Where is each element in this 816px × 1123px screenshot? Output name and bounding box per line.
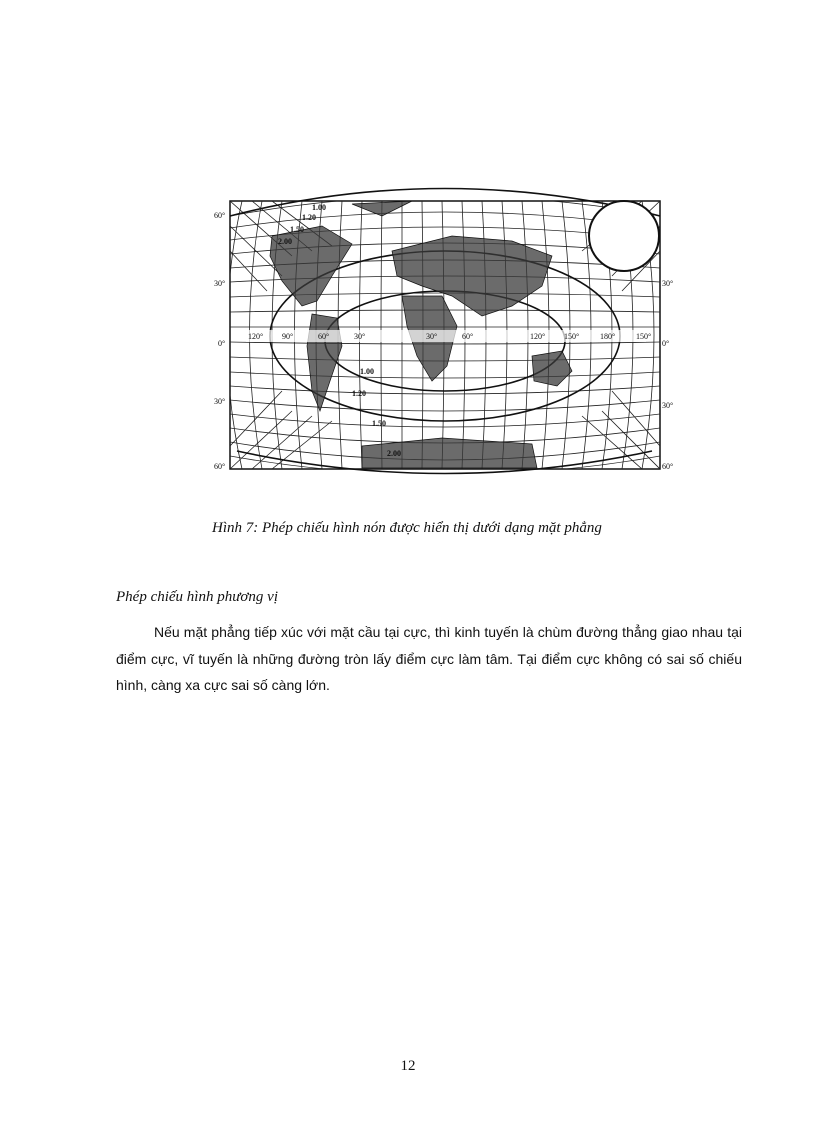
lat-label-right: 0° [662, 339, 670, 348]
lat-label-right: 60° [662, 462, 674, 471]
lat-label-left: 30° [214, 397, 226, 406]
lat-label-right: 30° [662, 279, 674, 288]
distortion-label: 2.00 [387, 449, 401, 458]
lat-label-left: 30° [214, 279, 226, 288]
lat-label-right: 30° [662, 401, 674, 410]
distortion-label: 1.20 [352, 389, 366, 398]
lon-label: 30° [354, 332, 366, 341]
lon-label: 60° [462, 332, 474, 341]
distortion-label: 1.20 [302, 213, 316, 222]
lat-label-left: 60° [214, 211, 226, 220]
lon-label: 180° [600, 332, 616, 341]
page-number: 12 [400, 1058, 416, 1074]
lat-label-left: 0° [218, 339, 226, 348]
pole-circle [589, 201, 659, 271]
lon-label: 150° [636, 332, 652, 341]
map-figure [212, 196, 672, 476]
distortion-label: 1.00 [360, 367, 374, 376]
section-heading: Phép chiếu hình phương vị [116, 589, 278, 605]
distortion-label: 1.00 [312, 203, 326, 212]
lon-label: 60° [318, 332, 330, 341]
distortion-label: 2.00 [278, 237, 292, 246]
body-paragraph [116, 619, 742, 699]
lon-label: 120° [248, 332, 264, 341]
lon-label: 150° [564, 332, 580, 341]
lon-label: 120° [530, 332, 546, 341]
distortion-label: 1.50 [372, 419, 386, 428]
figure-caption: Hình 7: Phép chiếu hình nón được hiển thị dưới dạng mặt phẳng [212, 520, 602, 536]
lat-label-left: 60° [214, 462, 226, 471]
distortion-label: 1.50 [290, 225, 304, 234]
lon-label: 90° [282, 332, 294, 341]
body-paragraph-text: Nếu mặt phẳng tiếp xúc với mặt cầu tại cực, thì kinh tuyến là chùm đường thẳng giao nhau tại điểm cực, vĩ tuyến là những đường tròn lấy điểm cực làm tâm. Tại điểm cực không có sai số chiếu hình, càng xa cực sai số càng lớn. [116, 624, 742, 693]
lon-label: 30° [426, 332, 438, 341]
